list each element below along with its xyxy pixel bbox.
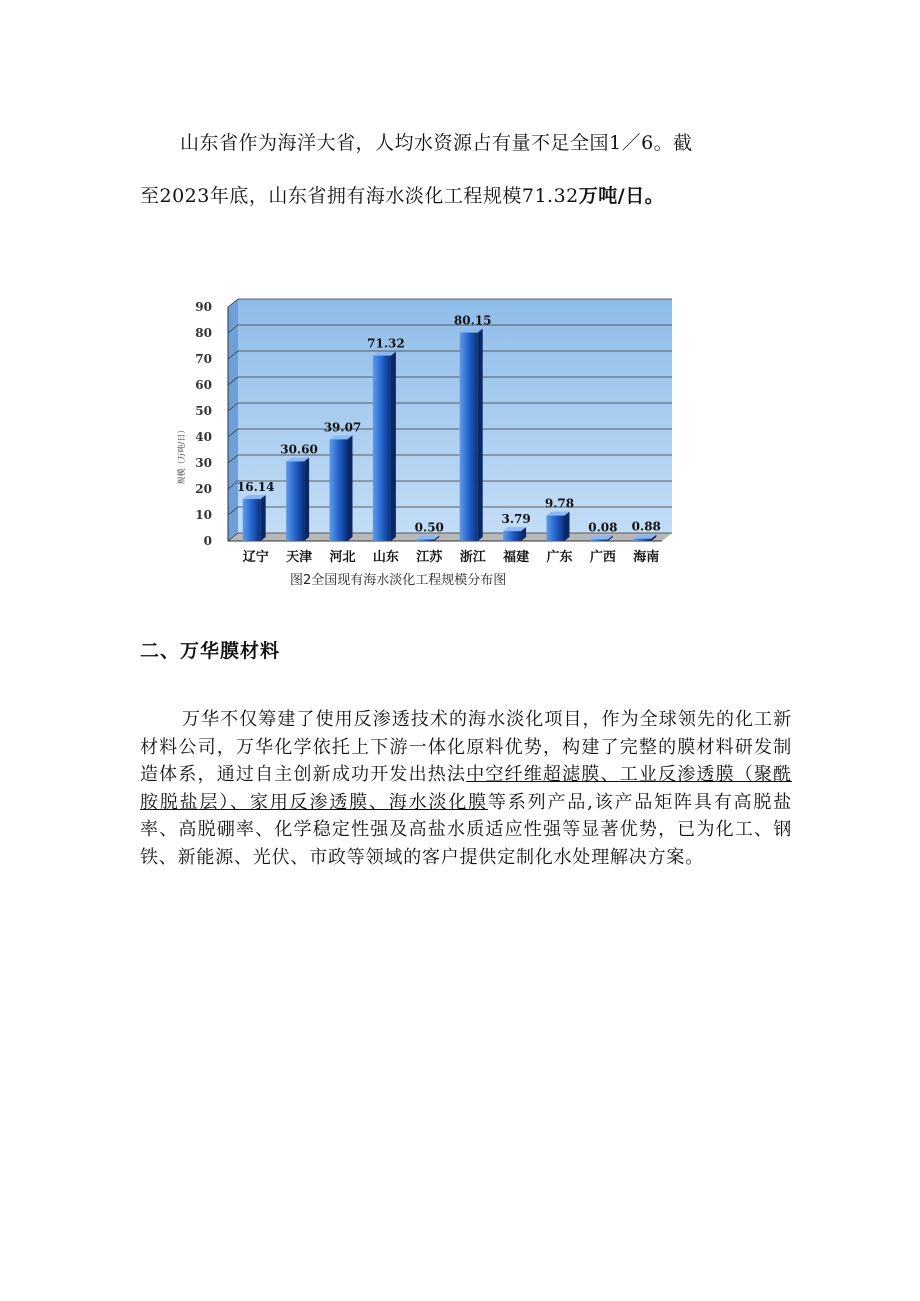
y-tick-label: 10	[195, 508, 212, 522]
value-label: 71.32	[367, 336, 405, 351]
y-tick-label: 30	[195, 456, 212, 470]
x-tick-labels	[243, 549, 660, 565]
chart-caption: 图2全国现有海水淡化工程规模分布图	[290, 573, 507, 588]
value-label: 80.15	[453, 313, 492, 328]
section-heading: 二、万华膜材料	[140, 640, 281, 662]
bar	[590, 540, 608, 542]
y-tick-labels	[195, 300, 212, 548]
bar	[503, 531, 521, 541]
x-tick-label: 广东	[546, 550, 573, 565]
body-text-1: 万华不仅筹建了使用反渗透技术的海水淡化项目，作为全球领先的化工新材料公司，万华化学依托上下游一体化原料优势，构建了完整的膜材料研发制造体系，通过自主创新成功开发出热法	[140, 709, 792, 785]
y-tick-label: 50	[195, 404, 212, 418]
x-tick-label: 江苏	[416, 550, 443, 565]
value-label: 16.14	[236, 480, 275, 495]
y-tick-label: 0	[203, 534, 212, 548]
bar	[633, 539, 651, 541]
value-label: 3.79	[501, 512, 531, 527]
bar-chart	[170, 295, 690, 570]
y-tick-label: 20	[195, 482, 212, 496]
x-tick-label: 广西	[589, 550, 616, 565]
y-tick-label: 70	[195, 352, 212, 366]
y-tick-label: 90	[195, 300, 212, 314]
x-tick-label: 河北	[329, 550, 356, 565]
bar	[460, 333, 478, 541]
bar-side	[261, 495, 266, 541]
bar-side	[304, 457, 309, 541]
separator-1: 、	[600, 764, 620, 785]
intro-line-2-text: 至2023年底，山东省拥有海水淡化工程规模71.32	[140, 185, 579, 207]
value-label: 0.08	[588, 520, 618, 535]
value-label: 9.78	[544, 496, 575, 511]
intro-line-2-unit: 万吨/日。	[578, 185, 665, 207]
bar	[243, 499, 261, 541]
separator-2: 、	[230, 791, 250, 813]
product-industrial-ro: 工业反渗透膜（聚酰胺脱盐层）	[140, 764, 792, 813]
body-paragraph	[140, 706, 792, 871]
body-text-2: 等系列产品,该产品矩阵具有高脱盐率、高脱硼率、化学稳定性强及高盐水质适应性强等显著优势，已为化工、钢铁、新能源、光伏、市政等领域的客户提供定制化水处理解决方案。	[140, 791, 792, 868]
value-label: 0.50	[414, 520, 444, 535]
y-axis-label: 规模（万吨/日）	[177, 425, 186, 485]
x-tick-label: 福建	[503, 550, 530, 565]
x-tick-label: 浙江	[459, 550, 486, 565]
value-label: 0.88	[631, 519, 661, 534]
x-tick-label: 辽宁	[242, 550, 269, 565]
y-tick-label: 80	[195, 326, 212, 340]
product-seawater-membrane: 海水淡化膜	[388, 791, 488, 813]
value-label: 30.60	[280, 442, 318, 457]
x-tick-label: 天津	[286, 550, 313, 565]
bar	[373, 356, 391, 541]
product-hollow-fiber: 中空纤维超滤膜	[466, 764, 601, 785]
intro-line-1: 山东省作为海洋大省，人均水资源占有量不足全国1／6。截	[180, 132, 693, 154]
x-tick-label: 海南	[633, 550, 660, 565]
bar	[416, 540, 434, 542]
bar	[547, 516, 565, 541]
separator-3: 、	[369, 791, 389, 813]
plot-side-wall	[228, 299, 238, 541]
bar	[330, 439, 348, 541]
y-tick-label: 40	[195, 430, 212, 444]
bar-side	[478, 329, 483, 541]
bar	[286, 461, 304, 541]
product-household-ro: 家用反渗透膜	[250, 791, 369, 813]
bar-side	[565, 512, 570, 541]
x-tick-label: 山东	[372, 550, 399, 565]
bar-side	[391, 352, 396, 541]
y-tick-label: 60	[195, 378, 212, 392]
value-label: 39.07	[323, 420, 362, 435]
intro-line-2	[140, 181, 664, 208]
bar-side	[348, 435, 353, 541]
